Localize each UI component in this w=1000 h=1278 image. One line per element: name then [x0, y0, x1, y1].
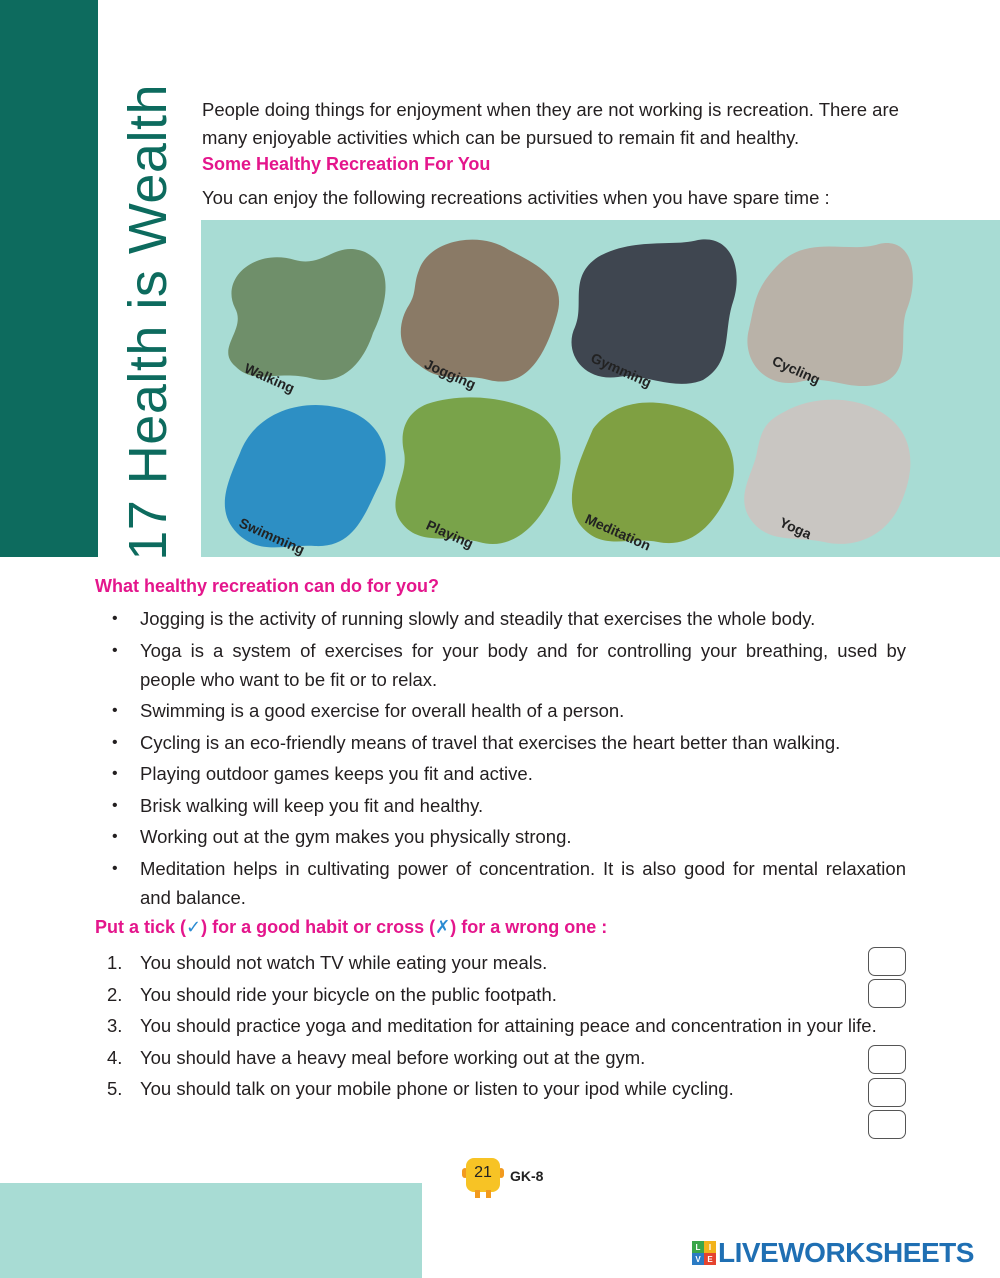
chapter-title-text: 17 Health is Wealth: [118, 83, 178, 561]
activity-label-meditation: Meditation: [582, 510, 654, 554]
activity-meditation: [563, 394, 739, 554]
statement-number: 2.: [107, 983, 123, 1005]
benefit-text: Jogging is the activity of running slowly and steadily that exercises the whole body.: [140, 608, 816, 629]
benefit-text: Swimming is a good exercise for overall health of a person.: [140, 700, 625, 721]
exercise-heading-part3: ) for a wrong one :: [450, 917, 608, 937]
statement-item: [104, 1043, 906, 1072]
exercise-statements: [104, 948, 906, 1106]
bullet-icon: •: [112, 765, 118, 782]
benefit-text: Brisk walking will keep you fit and healthy.: [140, 794, 484, 816]
list-item: [110, 696, 906, 725]
page-number-badge: [462, 1152, 504, 1200]
answer-box-1[interactable]: [868, 947, 906, 976]
activity-gallery: [201, 220, 1000, 557]
activity-cycling: [739, 234, 915, 386]
yoga-photo-blob: [744, 400, 910, 544]
answer-box-4[interactable]: [868, 1078, 906, 1107]
statement-text: You should talk on your mobile phone or listen to your ipod while cycling.: [140, 1078, 734, 1099]
book-code: GK-8: [510, 1168, 544, 1184]
tick-icon: ✓: [186, 917, 202, 937]
statement-number: 1.: [107, 952, 123, 973]
statement-item: [104, 980, 906, 1009]
answer-box-5[interactable]: [868, 1110, 906, 1139]
benefit-text: Meditation helps in cultivating power of concentration. It is also good for mental relaxation and balance.: [140, 857, 906, 908]
bullet-icon: •: [112, 641, 118, 659]
brand-logo[interactable]: [692, 1237, 974, 1269]
list-item: [110, 791, 906, 820]
statement-number: 4.: [107, 1046, 123, 1068]
badge-right-leg: [486, 1190, 491, 1198]
bullet-icon: •: [112, 828, 118, 845]
list-item: [110, 759, 906, 788]
bullet-icon: •: [112, 859, 118, 877]
badge-left-leg: [475, 1190, 480, 1198]
activity-label-yoga: Yoga: [777, 513, 815, 543]
bullet-icon: •: [112, 796, 118, 814]
benefit-text: Yoga is a system of exercises for your body and for controlling your breathing, used by people who want to be fit or to relax.: [140, 639, 906, 690]
activity-jogging: [389, 230, 565, 393]
activity-playing: [389, 392, 565, 552]
statement-item: [104, 948, 906, 977]
intro-lead: You can enjoy the following recreations activities when you have spare time :: [202, 187, 830, 208]
list-item: [110, 728, 906, 757]
walking-photo-blob: [228, 249, 385, 380]
statement-text: You should have a heavy meal before working out at the gym.: [140, 1046, 646, 1068]
activity-yoga: [739, 392, 915, 544]
liveworksheets-logo-icon: [692, 1241, 716, 1265]
activity-walking: [215, 238, 391, 397]
activity-label-walking: Walking: [242, 359, 298, 397]
benefit-text: Playing outdoor games keeps you fit and active.: [140, 763, 533, 784]
bullet-icon: •: [112, 733, 118, 751]
statement-text: You should practice yoga and meditation for attaining peace and concentration in your life.: [140, 1015, 877, 1036]
exercise-heading: [95, 917, 607, 938]
answer-box-3[interactable]: [868, 1045, 906, 1074]
exercise-heading-part1: Put a tick (: [95, 917, 187, 937]
activity-label-jogging: Jogging: [422, 355, 479, 393]
statement-text: You should not watch TV while eating your meals.: [140, 952, 548, 973]
activity-swimming: [215, 398, 391, 558]
activity-label-playing: Playing: [423, 516, 476, 552]
list-item: [110, 604, 906, 633]
bullet-icon: •: [112, 610, 118, 627]
statement-number: 3.: [107, 1015, 123, 1036]
list-item: [110, 854, 906, 912]
answer-box-2[interactable]: [868, 979, 906, 1008]
exercise-heading-part2: ) for a good habit or cross (: [201, 917, 436, 937]
benefit-text: Cycling is an eco-friendly means of travel that exercises the heart better than walking.: [140, 731, 841, 753]
section-subheading: Some Healthy Recreation For You: [202, 154, 491, 174]
chapter-side-band: [0, 0, 98, 557]
page-number: 21: [474, 1164, 492, 1181]
benefits-list: [110, 604, 906, 914]
list-item: [110, 636, 906, 694]
list-item: [110, 822, 906, 851]
chapter-title: [112, 83, 184, 561]
logo-tile-i: I: [704, 1241, 716, 1253]
footer-band: [0, 1183, 422, 1278]
activity-label-gymming: Gymming: [588, 349, 655, 391]
playing-photo-blob: [395, 397, 560, 544]
statement-item: [104, 1011, 906, 1040]
statement-text: You should ride your bicycle on the public footpath.: [140, 983, 557, 1005]
activity-label-cycling: Cycling: [769, 352, 823, 388]
statement-number: 5.: [107, 1078, 123, 1099]
statement-item: [104, 1074, 906, 1103]
logo-tile-e: E: [704, 1253, 716, 1265]
activity-label-swimming: Swimming: [236, 514, 308, 558]
logo-tile-l: L: [692, 1241, 704, 1253]
logo-tile-v: V: [692, 1253, 704, 1265]
bullet-icon: •: [112, 702, 118, 719]
intro-paragraph: People doing things for enjoyment when they are not working is recreation. There are many enjoyable activities which can be pursued to remain fit and healthy.: [202, 99, 899, 148]
benefits-heading: What healthy recreation can do for you?: [95, 576, 440, 596]
brand-name: LIVEWORKSHEETS: [718, 1237, 974, 1268]
activity-gymming: [563, 232, 739, 391]
benefit-text: Working out at the gym makes you physically strong.: [140, 826, 572, 847]
jogging-photo-blob: [401, 240, 559, 382]
cross-icon: ✗: [435, 917, 451, 937]
